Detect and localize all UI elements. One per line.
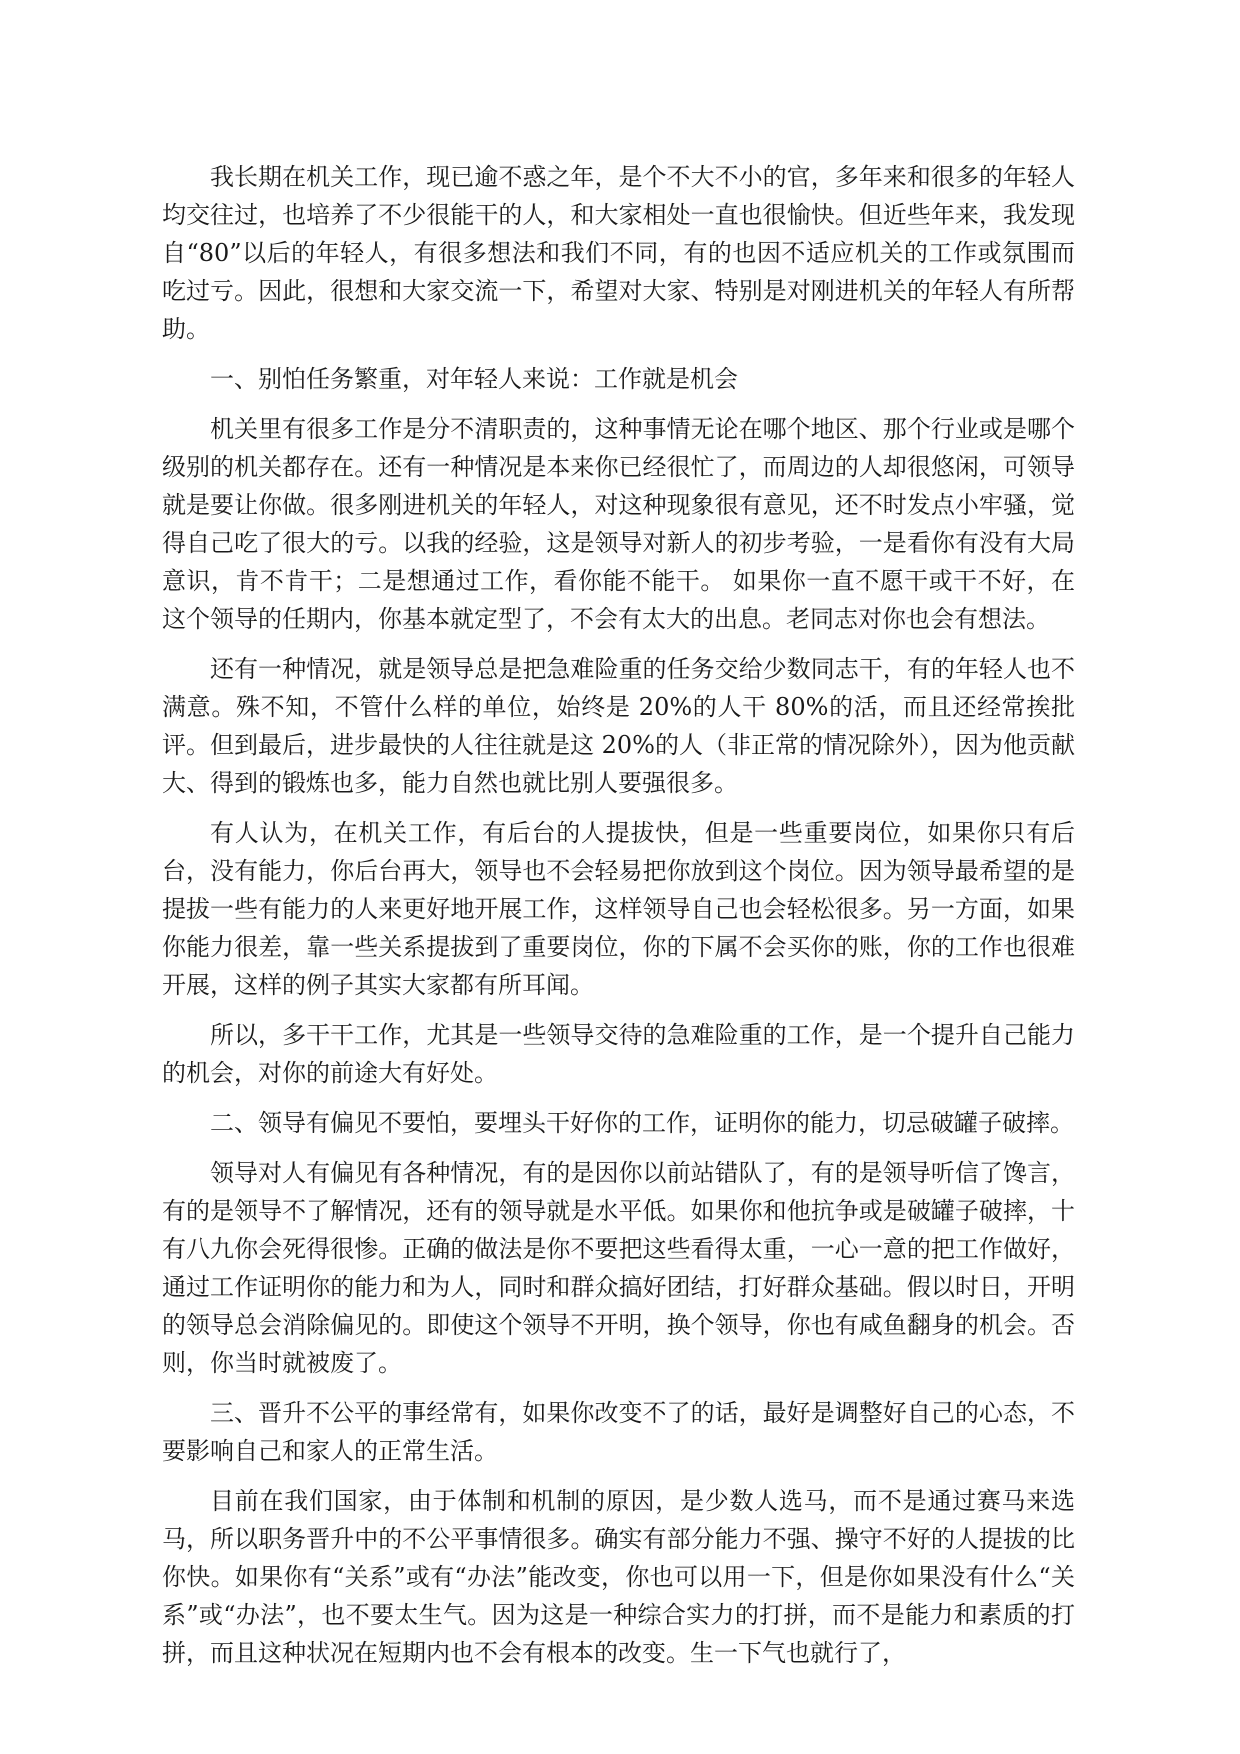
paragraph: 有人认为，在机关工作，有后台的人提拔快，但是一些重要岗位，如果你只有后台，没有能力，你后台再大，领导也不会轻易把你放到这个岗位。因为领导最希望的是提拔一些有能力的人来更好地开展工作，这样领导自己也会轻松很多。另一方面，如果你能力很差，靠一些关系提拔到了重要岗位，你的下属不会买你的账，你的工作也很难开展，这样的例子其实大家都有所耳闻。 [162,819,1075,999]
paragraph: 还有一种情况，就是领导总是把急难险重的任务交给少数同志干，有的年轻人也不满意。殊不知，不管什么样的单位，始终是 20%的人干 80%的活，而且还经常挨批评。但到最后，进步最快的人往往就是这 20%的人（非正常的情况除外），因为他贡献大、得到的锻炼也多，能力自然也就比别人要强很多。 [162,655,1075,797]
section-heading-2: 二、领导有偏见不要怕，要埋头干好你的工作，证明你的能力，切忌破罐子破摔。 [210,1109,1074,1137]
paragraph: 机关里有很多工作是分不清职责的，这种事情无论在哪个地区、那个行业或是哪个级别的机关都存在。还有一种情况是本来你已经很忙了，而周边的人却很悠闲，可领导就是要让你做。很多刚进机关的年轻人，对这种现象很有意见，还不时发点小牢骚，觉得自己吃了很大的亏。以我的经验，这是领导对新人的初步考验，一是看你有没有大局意识，肯不肯干；二是想通过工作，看你能不能干。 如果你一直不愿干或干不好，在这个领导的任期内，你基本就定型了，不会有太大的出息。老同志对你也会有想法。 [162,415,1075,633]
section-heading-1: 一、别怕任务繁重，对年轻人来说：工作就是机会 [210,365,738,393]
paragraph: 目前在我们国家，由于体制和机制的原因，是少数人选马，而不是通过赛马来选马，所以职务晋升中的不公平事情很多。确实有部分能力不强、操守不好的人提拔的比你快。如果你有“关系”或有“办法”能改变，你也可以用一下，但是你如果没有什么“关系”或“办法”，也不要太生气。因为这是一种综合实力的打拼，而不是能力和素质的打拼，而且这种状况在短期内也不会有根本的改变。生一下气也就行了， [162,1487,1075,1667]
paragraph: 所以，多干干工作，尤其是一些领导交待的急难险重的工作，是一个提升自己能力的机会，对你的前途大有好处。 [162,1021,1075,1087]
paragraph: 领导对人有偏见有各种情况，有的是因你以前站错队了，有的是领导听信了馋言，有的是领导不了解情况，还有的领导就是水平低。如果你和他抗争或是破罐子破摔，十有八九你会死得很惨。正确的做法是你不要把这些看得太重，一心一意的把工作做好，通过工作证明你的能力和为人，同时和群众搞好团结，打好群众基础。假以时日，开明的领导总会消除偏见的。即使这个领导不开明，换个领导，你也有咸鱼翻身的机会。否则，你当时就被废了。 [162,1159,1075,1377]
document-body [162,158,1075,1684]
paragraph-intro: 我长期在机关工作，现已逾不惑之年，是个不大不小的官，多年来和很多的年轻人均交往过，也培养了不少很能干的人，和大家相处一直也很愉快。但近些年来，我发现自“80”以后的年轻人，有很多想法和我们不同，有的也因不适应机关的工作或氛围而吃过亏。因此，很想和大家交流一下，希望对大家、特别是对刚进机关的年轻人有所帮助。 [162,163,1075,343]
section-heading-3: 三、晋升不公平的事经常有，如果你改变不了的话，最好是调整好自己的心态，不要影响自己和家人的正常生活。 [162,1399,1075,1465]
